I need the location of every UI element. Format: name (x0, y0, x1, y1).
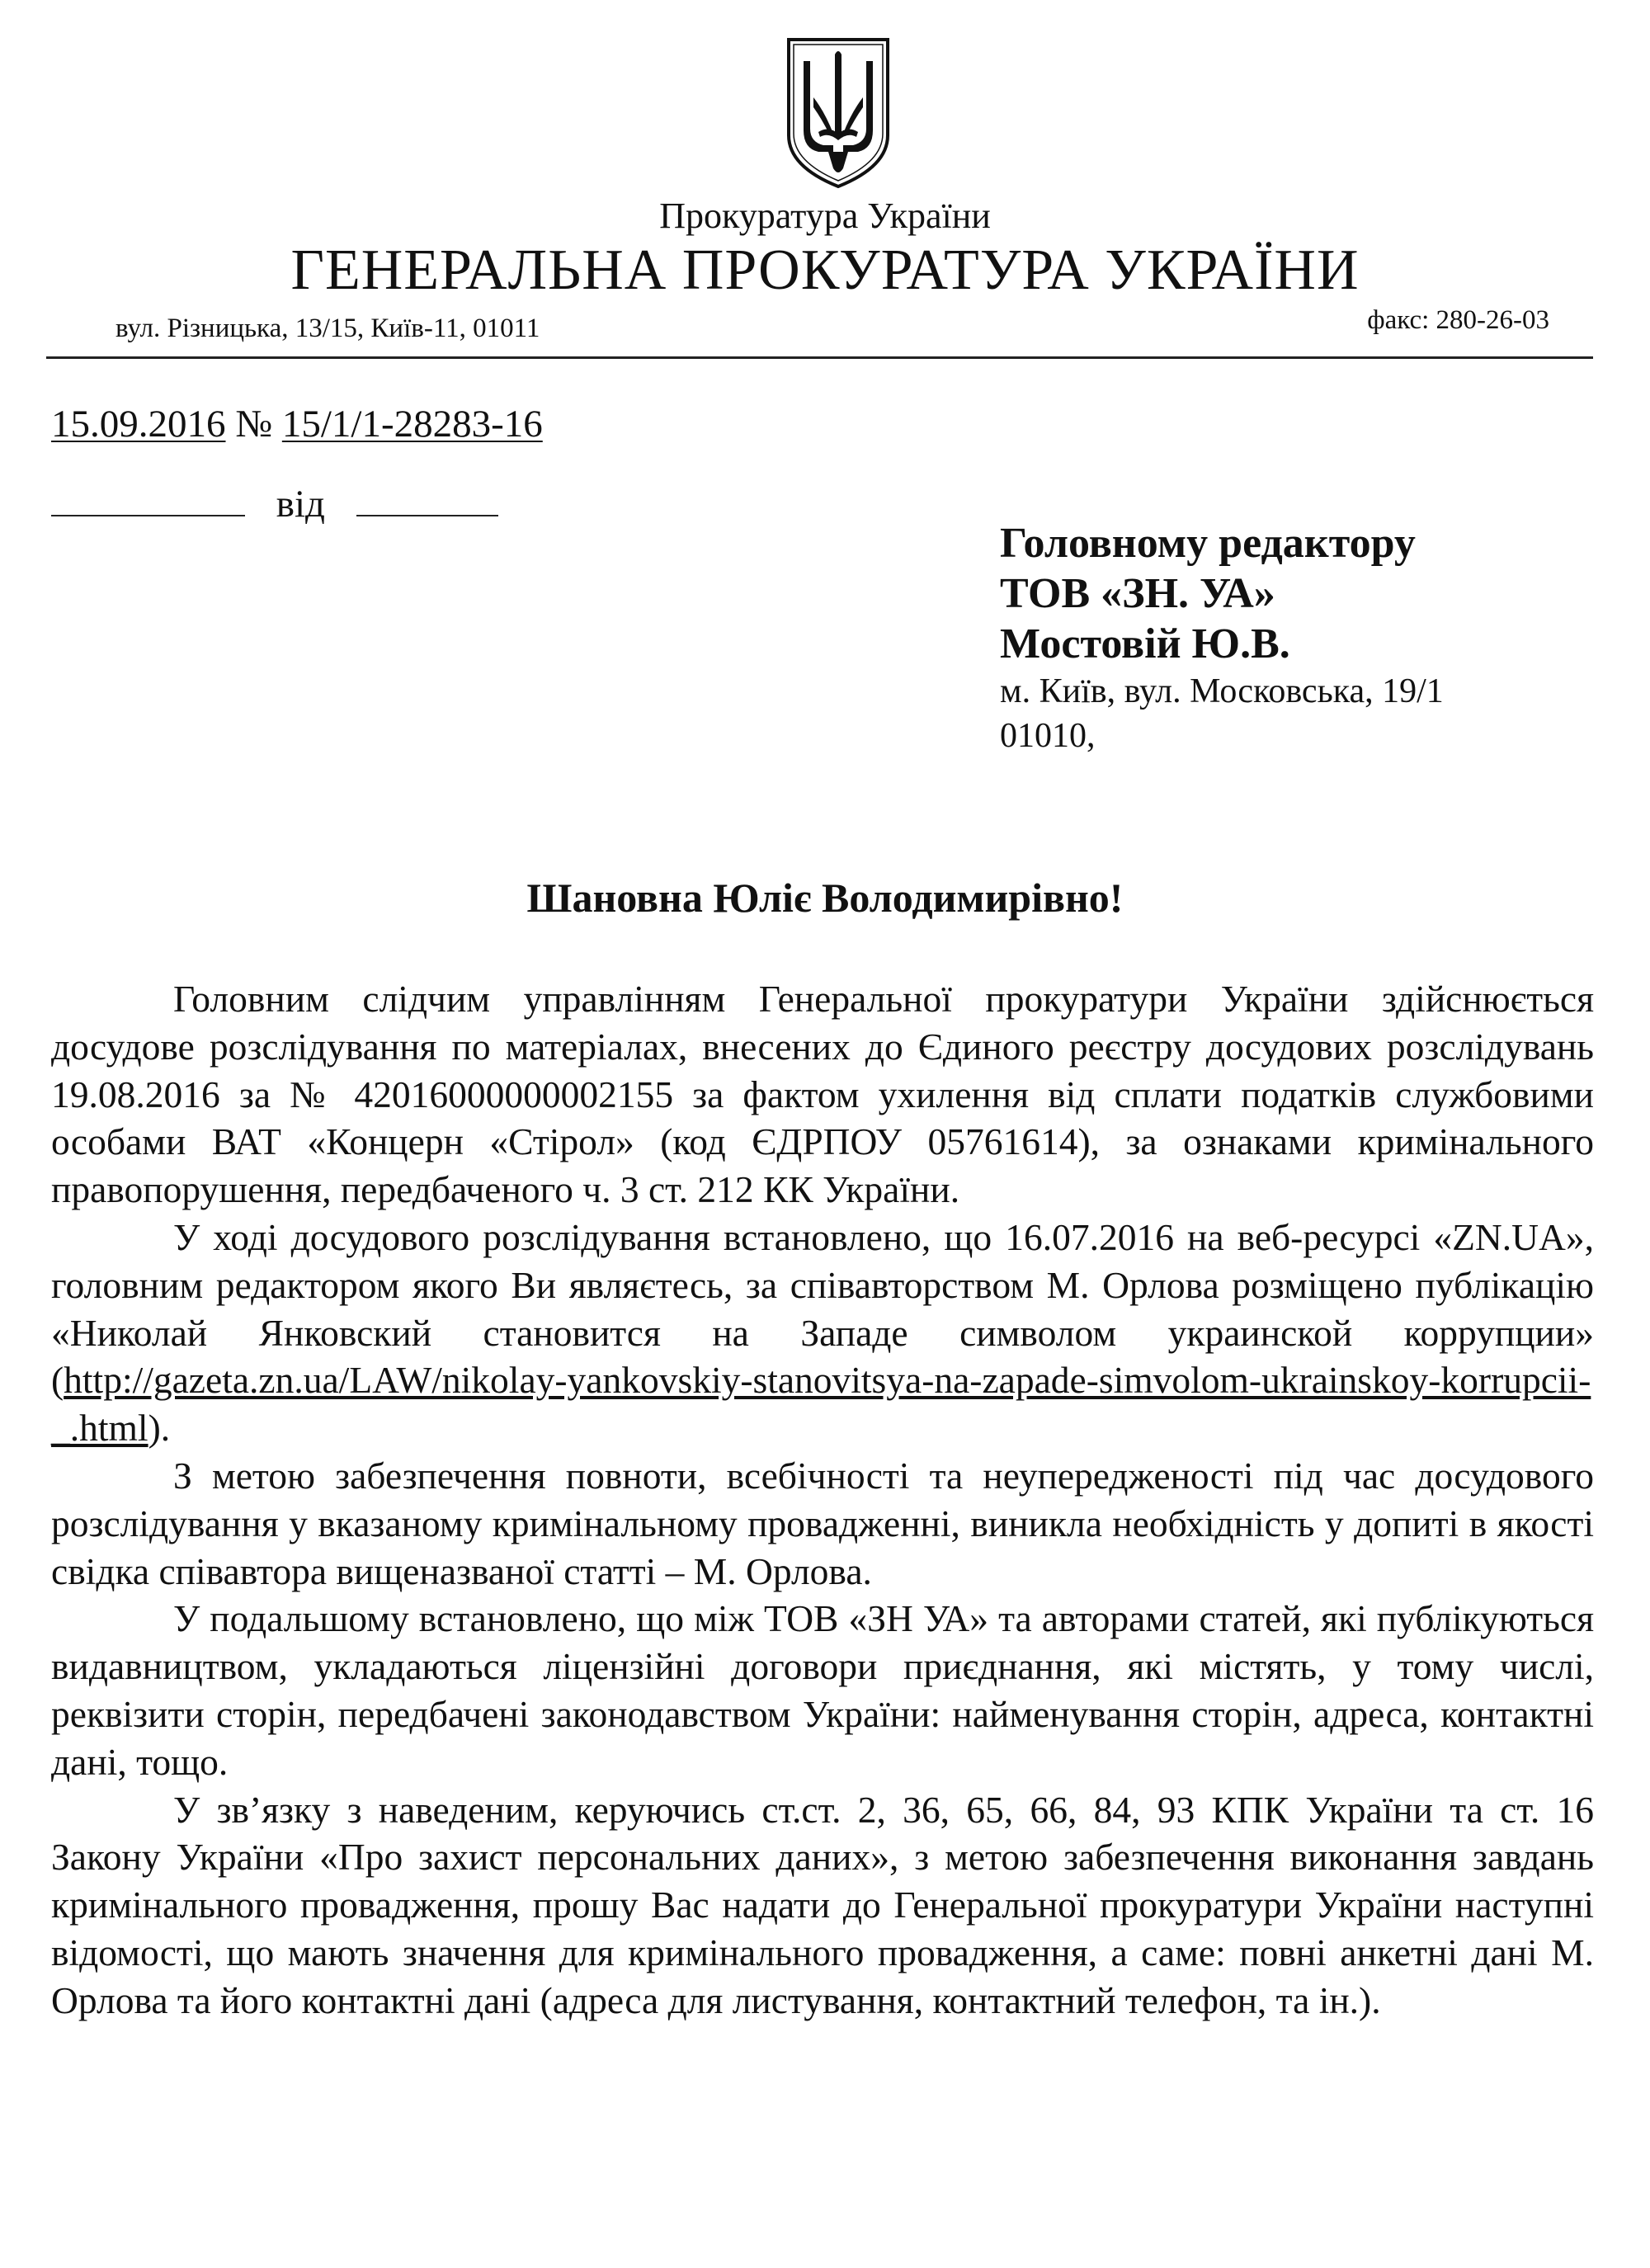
header-divider (46, 356, 1593, 359)
body-paragraph-5: У зв’язку з наведеним, керуючись ст.ст. 2, 36, 65, 66, 84, 93 КПК України та ст. 16 Закону України «Про захист персональних даних», з метою забезпечення виконання завдань кримінального провадження, прошу Вас надати до Генеральної прокуратури України наступні відомості, що мають значення для кримінального провадження, а саме: повні анкетні дані М. Орлова та його контактні дані (адреса для листування, контактний телефон, та ін.). (51, 1788, 1594, 2021)
organization-address: вул. Різницька, 13/15, Київ-11, 01011 (116, 314, 540, 343)
addressee-address: м. Київ, вул. Московська, 19/1 (1000, 672, 1444, 710)
reference-line (51, 479, 498, 527)
organization-fax: факс: 280-26-03 (1367, 305, 1549, 335)
body-paragraph-2 (51, 1214, 1594, 1452)
reference-number-blank (51, 479, 245, 516)
addressee-position: Головному редактору (1000, 520, 1416, 567)
document-number: 15/1/1-28283-16 (281, 403, 543, 446)
body-paragraph-1: Головним слідчим управлінням Генеральної прокуратури України здійснюється досудове розслідування по матеріалах, внесених до Єдиного реєстру досудових розслідувань 19.08.2016 за № 42016000000002155 за фактом ухилення від сплати податків службовими особами ВАТ «Концерн «Стірол» (код ЄДРПОУ 05761614), за ознаками кримінального правопорушення, передбаченого ч. 3 ст. 212 КК України. (51, 978, 1594, 1211)
paragraph-2-end: ). (148, 1407, 171, 1450)
letter-body (51, 975, 1594, 2025)
addressee-company: ТОВ «ЗН. УА» (1000, 570, 1275, 617)
document-date: 15.09.2016 (51, 403, 226, 446)
addressee-postcode: 01010, (1000, 717, 1096, 755)
number-sign: № (235, 403, 273, 446)
registration-line (51, 401, 543, 447)
ministry-name: Прокуратура України (659, 196, 991, 236)
trident-emblem-icon (785, 36, 891, 190)
addressee-block (1000, 518, 1444, 758)
greeting: Шановна Юліє Володимирівно! (526, 875, 1124, 921)
reference-label: від (276, 483, 325, 526)
body-paragraph-3: З метою забезпечення повноти, всебічності та неупередженості під час досудового розслідування у вказаному кримінальному провадженні, виникла необхідність у допиті в якості свідка співавтора вищеназваної статті – М. Орлова. (51, 1454, 1594, 1592)
reference-date-blank (356, 479, 498, 516)
article-link[interactable]: http://gazeta.zn.ua/LAW/nikolay-yankovskiy-stanovitsya-na-zapade-simvolom-ukrainskoy-korrupcii-_.html (51, 1359, 1591, 1450)
organization-title: ГЕНЕРАЛЬНА ПРОКУРАТУРА УКРАЇНИ (290, 238, 1360, 302)
paragraph-2-text: У ході досудового розслідування встановлено, що 16.07.2016 на веб-ресурсі «ZN.UA», головним редактором якого Ви являєтесь, за співавторством М. Орлова розміщено публікацію «Николай Янковский становится на Западе символом украинской коррупции» ( (51, 1215, 1594, 1402)
body-paragraph-4: У подальшому встановлено, що між ТОВ «ЗН УА» та авторами статей, які публікуються видавництвом, укладаються ліцензійні договори приєднання, які містять, у тому числі, реквізити сторін, передбачені законодавством України: найменування сторін, адреса, контактні дані, тощо. (51, 1597, 1594, 1783)
addressee-name: Мостовій Ю.В. (1000, 620, 1290, 667)
